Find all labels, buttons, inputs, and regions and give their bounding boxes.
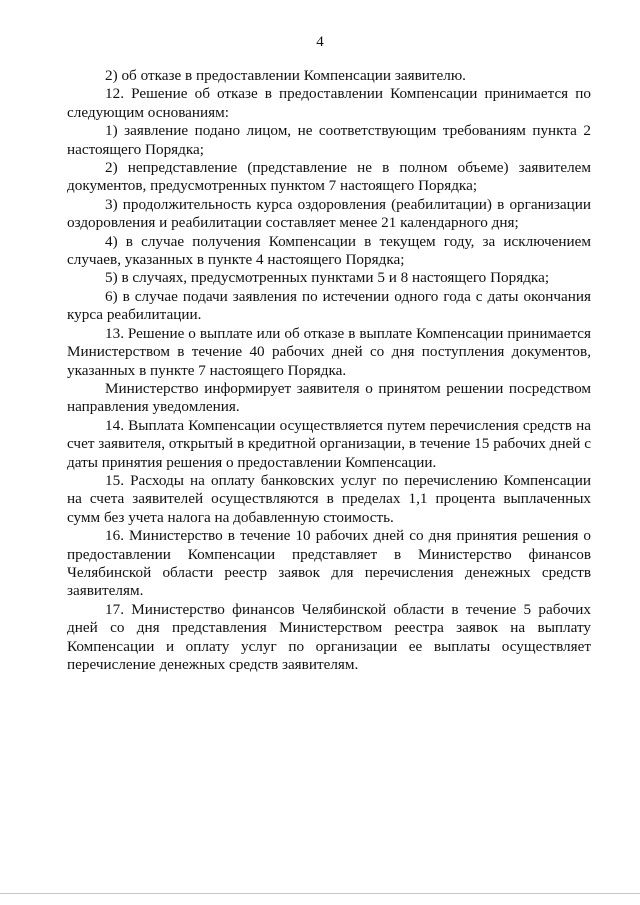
paragraph-12-refusal-grounds: 12. Решение об отказе в предоставлении Компенсации принимается по следующим основаниям: xyxy=(67,85,591,121)
paragraph-14-payment: 14. Выплата Компенсации осуществляется путем перечисления средств на счет заявителя, открытый в кредитной организации, в течение 15 рабочих дней с даты принятия решения о предоставлении Компенсации. xyxy=(67,416,591,471)
paragraph-refusal-notice: 2) об отказе в предоставлении Компенсации заявителю. xyxy=(105,67,466,84)
paragraph-ground-2: 2) непредставление (представление не в полном объеме) заявителем документов, предусмотренных пунктом 7 настоящего Порядка; xyxy=(67,159,591,195)
document-body xyxy=(67,67,591,674)
paragraph-ground-1: 1) заявление подано лицом, не соответствующим требованиям пункта 2 настоящего Порядка; xyxy=(67,122,591,158)
paragraph-16-registry: 16. Министерство в течение 10 рабочих дней со дня принятия решения о предоставлении Компенсации представляет в Министерство финансов Челябинской области реестр заявок для перечисления денежных средств заявителям. xyxy=(67,527,591,600)
page-bottom-divider xyxy=(0,893,640,894)
paragraph-ground-3: 3) продолжительность курса оздоровления (реабилитации) в организации оздоровления и реабилитации составляет менее 21 календарного дня; xyxy=(67,195,591,232)
paragraph-ground-5: 5) в случаях, предусмотренных пунктами 5 и 8 настоящего Порядка; xyxy=(105,269,550,287)
paragraph-ground-4: 4) в случае получения Компенсации в текущем году, за исключением случаев, указанных в пункте 4 настоящего Порядка; xyxy=(67,232,591,269)
paragraph-13-decision: 13. Решение о выплате или об отказе в выплате Компенсации принимается Министерством в течение 40 рабочих дней со дня поступления документов, указанных в пункте 7 настоящего Порядка. xyxy=(67,324,591,379)
page-number: 4 xyxy=(316,34,324,50)
paragraph-17-transfer: 17. Министерство финансов Челябинской области в течение 5 рабочих дней со дня представления Министерством реестра заявок на выплату Компенсации и оплату услуг по организации ее выплаты осуществляет перечисление денежных средств заявителям. xyxy=(67,600,591,673)
paragraph-15-bank-costs: 15. Расходы на оплату банковских услуг по перечислению Компенсации на счета заявителей осуществляются в пределах 1,1 процента выплаченных сумм без учета налога на добавленную стоимость. xyxy=(67,471,591,526)
paragraph-ground-6: 6) в случае подачи заявления по истечении одного года с даты окончания курса реабилитации. xyxy=(67,287,591,324)
paragraph-13-notification: Министерство информирует заявителя о принятом решении посредством направления уведомления. xyxy=(67,379,591,416)
